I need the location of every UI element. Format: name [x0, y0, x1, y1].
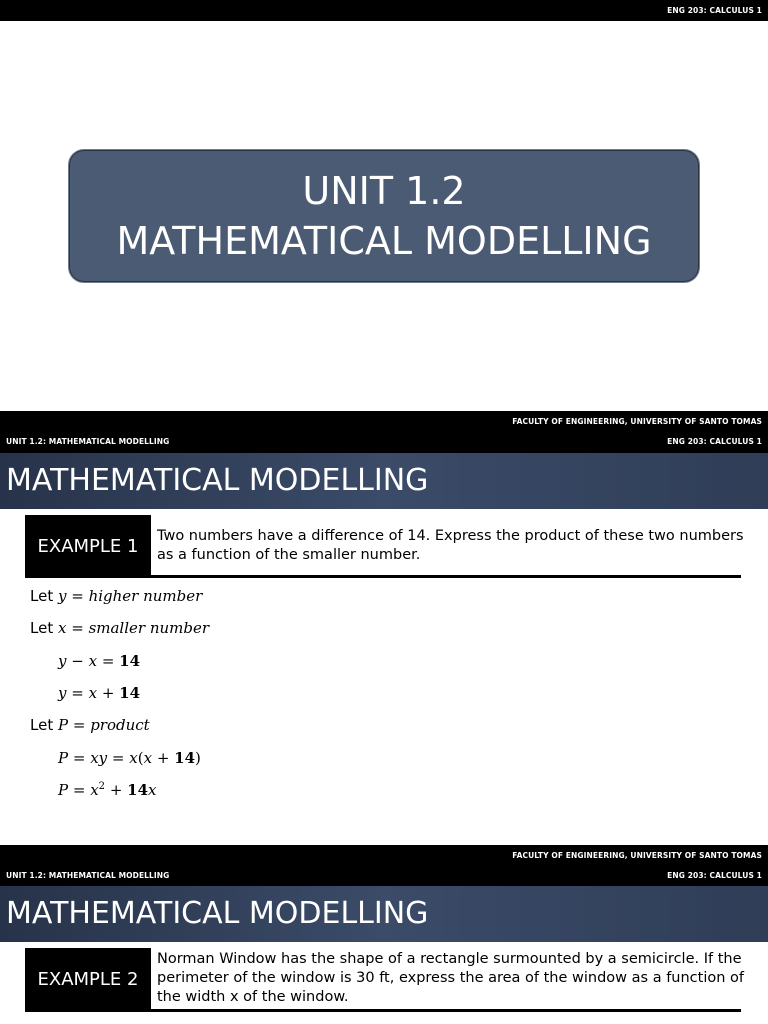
section-banner: MATHEMATICAL MODELLING	[0, 886, 768, 942]
step-difference: y − x = 14	[58, 652, 141, 670]
course-label: ENG 203: CALCULUS 1	[667, 437, 762, 446]
section-banner: MATHEMATICAL MODELLING	[0, 453, 768, 509]
slide2-header-bar	[0, 411, 768, 453]
step-result: $P = x^2 + 14x$	[58, 781, 157, 799]
example-text: Two numbers have a difference of 14. Express the product of these two numbers as a function of the smaller number.	[157, 528, 744, 563]
example-text: Norman Window has the shape of a rectangle surmounted by a semicircle. If the perimeter of the window is 30 ft, express the area of the window as a function of the width x of the window.	[157, 951, 745, 1005]
step-let-x: Let x = smaller number	[30, 619, 210, 637]
step-product: P = xy = x(x + 14)	[58, 749, 201, 767]
slide3-header-bar	[0, 845, 768, 887]
example-underline	[25, 1009, 741, 1012]
course-label: ENG 203: CALCULUS 1	[667, 871, 762, 880]
example-label: EXAMPLE 1	[25, 515, 151, 577]
title-line1: UNIT 1.2	[302, 169, 466, 213]
faculty-label: FACULTY OF ENGINEERING, UNIVERSITY OF SANTO TOMAS	[512, 417, 762, 426]
example-label: EXAMPLE 2	[25, 948, 151, 1010]
example-underline	[25, 575, 741, 578]
faculty-label: FACULTY OF ENGINEERING, UNIVERSITY OF SANTO TOMAS	[512, 851, 762, 860]
course-label: ENG 203: CALCULUS 1	[667, 6, 762, 15]
slide1-top-bar	[0, 0, 768, 21]
step-y-expression: y = x + 14	[58, 684, 141, 702]
step-let-p: Let P = product	[30, 716, 150, 734]
unit-label: UNIT 1.2: MATHEMATICAL MODELLING	[6, 871, 170, 880]
title-box	[68, 149, 700, 283]
unit-label: UNIT 1.2: MATHEMATICAL MODELLING	[6, 437, 170, 446]
step-let-y: Let y = higher number	[30, 587, 203, 605]
title-line2: MATHEMATICAL MODELLING	[116, 219, 652, 263]
